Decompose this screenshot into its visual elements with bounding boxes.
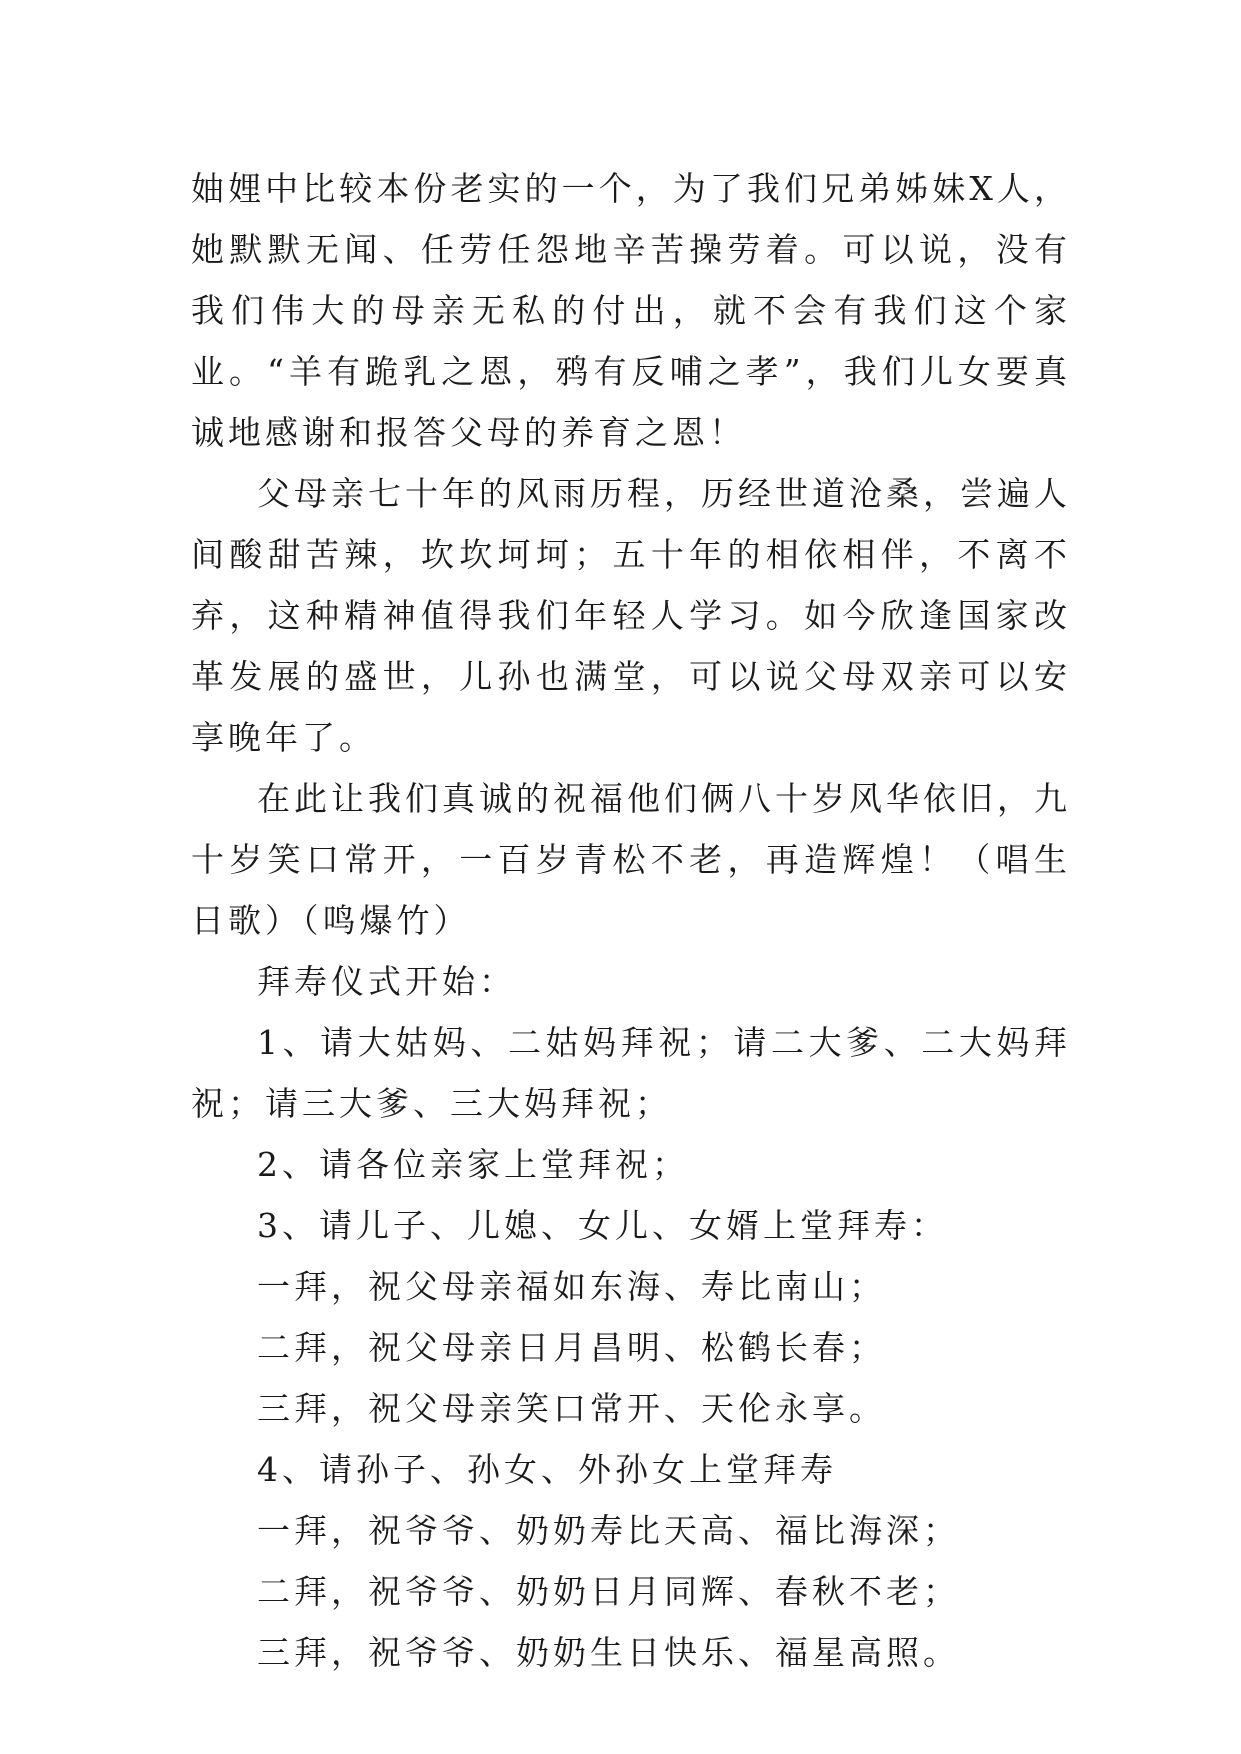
paragraph-ceremony-start: 拜寿仪式开始：: [257, 962, 516, 1001]
paragraph-blessing: 在此让我们真诚的祝福他们俩八十岁风华依旧，九十岁笑口常开，一百岁青松不老，再造辉煌！（唱生日歌）（鸣爆竹）: [191, 779, 1071, 940]
paragraph-step-3-bow-2: 二拜，祝父母亲日月昌明、松鹤长春；: [257, 1328, 886, 1367]
paragraph-step-4-bow-2: 二拜，祝爷爷、奶奶日月同辉、春秋不老；: [257, 1572, 960, 1611]
paragraph-step-4-bow-3: 三拜，祝爷爷、奶奶生日快乐、福星高照。: [257, 1633, 960, 1672]
paragraph-step-3-bow-1: 一拜，祝父母亲福如东海、寿比南山；: [257, 1267, 886, 1306]
paragraph-step-1: 1、请大姑妈、二姑妈拜祝；请二大爹、二大妈拜祝；请三大爹、三大妈拜祝；: [191, 1023, 1071, 1123]
paragraph-step-4: 4、请孙子、孙女、外孙女上堂拜寿: [257, 1450, 837, 1489]
paragraph-step-3: 3、请儿子、儿媳、女儿、女婿上堂拜寿：: [257, 1206, 948, 1245]
paragraph-step-3-bow-3: 三拜，祝父母亲笑口常开、天伦永享。: [257, 1389, 886, 1428]
document-body: [191, 158, 1071, 1683]
paragraph-step-4-bow-1: 一拜，祝爷爷、奶奶寿比天高、福比海深；: [257, 1511, 960, 1550]
paragraph-step-2: 2、请各位亲家上堂拜祝；: [257, 1145, 689, 1184]
paragraph-parents-journey: 父母亲七十年的风雨历程，历经世道沧桑，尝遍人间酸甜苦辣，坎坎坷坷；五十年的相依相伴，不离不弃，这种精神值得我们年轻人学习。如今欣逢国家改革发展的盛世，儿孙也满堂，可以说父母双亲可以安享晚年了。: [191, 474, 1071, 757]
paragraph-mother-tribute: 妯娌中比较本份老实的一个，为了我们兄弟姊妹X人，她默默无闻、任劳任怨地辛苦操劳着。可以说，没有我们伟大的母亲无私的付出，就不会有我们这个家业。“羊有跪乳之恩，鸦有反哺之孝”，我们儿女要真诚地感谢和报答父母的养育之恩！: [191, 169, 1071, 452]
